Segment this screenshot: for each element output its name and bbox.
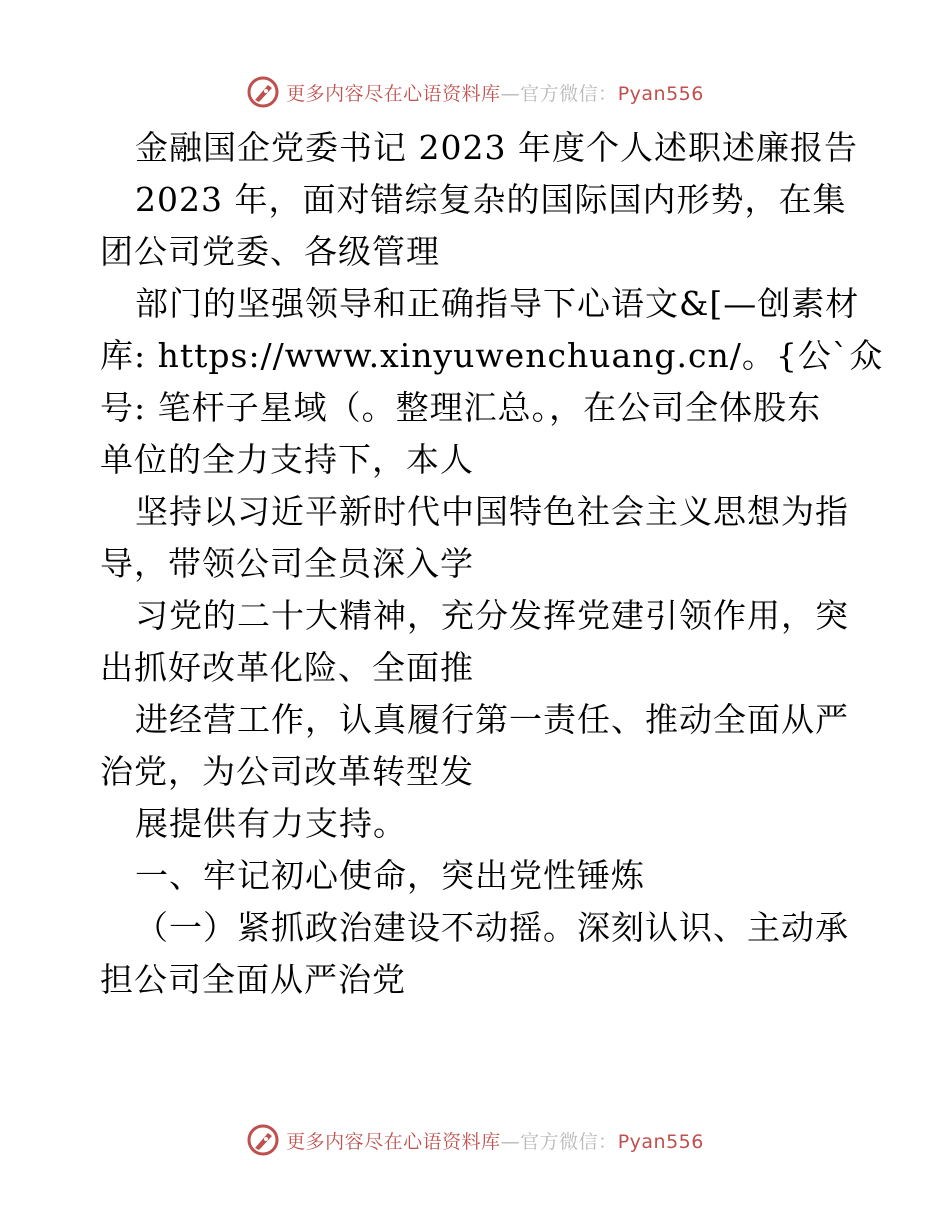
paragraph-line: 习党的二十大精神，充分发挥党建引领作用，突 [135, 596, 849, 635]
paragraph-line: 2023 年，面对错综复杂的国际国内形势，在集 [135, 180, 847, 219]
watermark-text [286, 79, 704, 106]
paragraph-line: 号: 笔杆子星域（。整理汇总。，在公司全体股东 [100, 388, 822, 427]
paragraph-line: 库: https://www.xinyuwenchuang.cn/。{公`众 [100, 336, 884, 375]
watermark-account: Pyan556 [617, 82, 704, 105]
watermark-brand: 更多内容尽在心语资料库 [286, 1130, 501, 1153]
paragraph-line: 担公司全面从严治党 [100, 960, 406, 999]
paragraph-line: 团公司党委、各级管理 [100, 232, 440, 271]
header-watermark [0, 72, 950, 112]
paragraph-line: 展提供有力支持。 [135, 804, 407, 843]
watermark-brand: 更多内容尽在心语资料库 [286, 82, 501, 105]
paragraph-line: 坚持以习近平新时代中国特色社会主义思想为指 [135, 492, 849, 531]
document-title: 金融国企党委书记 2023 年度个人述职述廉报告 [135, 128, 858, 167]
paragraph-line: 单位的全力支持下，本人 [100, 440, 474, 479]
watermark-account: Pyan556 [617, 1130, 704, 1153]
paragraph-line: （一）紧抓政治建设不动摇。深刻认识、主动承 [135, 908, 849, 947]
paragraph-line: 导，带领公司全员深入学 [100, 544, 474, 583]
paragraph-line: 出抓好改革化险、全面推 [100, 648, 474, 687]
footer-watermark [0, 1120, 950, 1160]
watermark-separator: —官方微信： [500, 1130, 618, 1153]
document-body [100, 122, 884, 1006]
pen-logo-icon [246, 1123, 280, 1157]
watermark-text [286, 1127, 704, 1154]
section-heading: 一、牢记初心使命，突出党性锤炼 [135, 856, 645, 895]
pen-logo-icon [246, 75, 280, 109]
paragraph-line: 治党，为公司改革转型发 [100, 752, 474, 791]
paragraph-line: 部门的坚强领导和正确指导下心语文&[—创素材 [135, 284, 860, 323]
watermark-separator: —官方微信： [500, 82, 618, 105]
paragraph-line: 进经营工作，认真履行第一责任、推动全面从严 [135, 700, 849, 739]
